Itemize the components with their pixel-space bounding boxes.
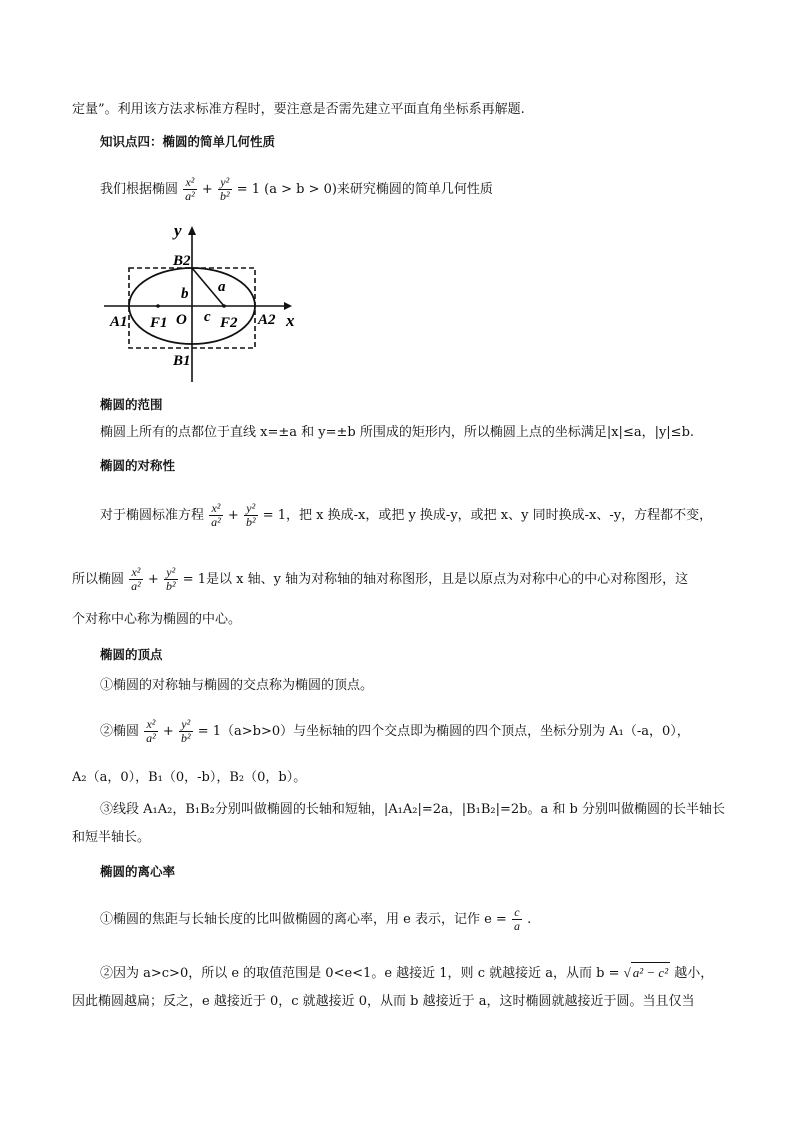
label-a1: A1 — [110, 314, 128, 330]
heading-range: 椭圆的范围 — [100, 397, 163, 412]
eccentricity-line-3: 因此椭圆越扁；反之，e 越接近于 0，c 就越接近 0，从而 b 越接近于 a，这时椭圆就越接近于圆。当且仅当 — [72, 994, 695, 1009]
fraction-c-a: $\frac{c}{a}$ — [513, 905, 520, 933]
vertices-line-5: 和短半轴长。 — [72, 830, 151, 845]
label-b1: B1 — [173, 353, 191, 369]
focus-f2-point — [222, 304, 226, 308]
heading-vertices: 椭圆的顶点 — [100, 647, 163, 662]
heading-eccentricity: 椭圆的离心率 — [100, 864, 176, 879]
label-f1: F1 — [150, 315, 168, 331]
symmetry-line-1: 对于椭圆标准方程 $\frac{\text{x²}}{\text{a²}}$ + $\frac{\text{y²}}{\text{b²}}$ = 1，把 x 换成-x，或把 y 换成-y，或把 x、y 同时换成-x、-y，方程都不变， — [100, 501, 713, 529]
fraction-y2-b2: $\frac{\text{y²}}{\text{b²}}$ — [219, 175, 230, 203]
fraction-x2-a2: $\frac{\text{x²}}{\text{a²}}$ — [185, 175, 195, 203]
fraction-y2-b2: $\frac{\text{y²}}{\text{b²}}$ — [245, 501, 256, 529]
intro-line: 我们根据椭圆 $\frac{\text{x²}}{\text{a²}}$ + $\frac{\text{y²}}{\text{b²}}$ = 1 (a > b > 0)来研究椭圆的简单几何性质 — [100, 175, 493, 203]
fraction-x2-a2: $\frac{\text{x²}}{\text{a²}}$ — [211, 501, 221, 529]
label-x: x — [286, 311, 295, 330]
fraction-y2-b2: $\frac{\text{y²}}{\text{b²}}$ — [180, 717, 191, 745]
label-f2: F2 — [220, 315, 238, 331]
section-heading-4: 知识点四：椭圆的简单几何性质 — [100, 134, 276, 149]
label-a: a — [218, 279, 226, 295]
vertices-line-4: ③线段 A₁A₂，B₁B₂分别叫做椭圆的长轴和短轴，|A₁A₂|=2a，|B₁B₂|=2b。a 和 b 分别叫做椭圆的长半轴长 — [100, 802, 725, 817]
x-axis-arrow-icon — [284, 302, 292, 310]
label-c: c — [204, 309, 211, 325]
fraction-x2-a2: $\frac{\text{x²}}{\text{a²}}$ — [131, 565, 141, 593]
vertices-line-2: ②椭圆 $\frac{\text{x²}}{\text{a²}}$ + $\frac{\text{y²}}{\text{b²}}$ = 1（a>b>0）与坐标轴的四个交点即为椭圆的四个顶点，坐标分别为 A₁（-a，0）， — [100, 717, 690, 745]
sqrt-expression: a² − c² — [631, 962, 670, 983]
paragraph-range: 椭圆上所有的点都位于直线 x=±a 和 y=±b 所围成的矩形内，所以椭圆上点的坐标满足|x|≤a，|y|≤b. — [100, 425, 695, 440]
eccentricity-line-2: ②因为 a>c>0，所以 e 的取值范围是 0<e<1。e 越接近 1，则 c 就越接近 a，从而 b = √ a² − c² 越小， — [100, 962, 738, 984]
label-a2: A2 — [258, 312, 276, 328]
label-o: O — [176, 312, 187, 328]
y-axis-arrow-icon — [188, 226, 196, 235]
ellipse-diagram — [100, 218, 310, 388]
label-y: y — [174, 221, 182, 240]
sqrt-icon: √ — [623, 965, 631, 980]
intro-text-a: 我们根据椭圆 — [100, 182, 179, 197]
heading-symmetry: 椭圆的对称性 — [100, 458, 176, 473]
fraction-y2-b2: $\frac{\text{y²}}{\text{b²}}$ — [165, 565, 176, 593]
symmetry-line-3: 个对称中心称为椭圆的中心。 — [72, 612, 242, 627]
label-b: b — [181, 286, 189, 302]
paragraph-1: 定量”。利用该方法求标准方程时，要注意是否需先建立平面直角坐标系再解题. — [72, 102, 525, 117]
vertices-line-1: ①椭圆的对称轴与椭圆的交点称为椭圆的顶点。 — [100, 678, 374, 693]
fraction-x2-a2: $\frac{\text{x²}}{\text{a²}}$ — [146, 717, 156, 745]
intro-text-b: = 1 (a > b > 0)来研究椭圆的简单几何性质 — [236, 182, 493, 197]
vertices-line-3: A₂（a，0），B₁（0，-b），B₂（0，b）。 — [72, 770, 307, 785]
symmetry-line-2: 所以椭圆 $\frac{\text{x²}}{\text{a²}}$ + $\frac{\text{y²}}{\text{b²}}$ = 1是以 x 轴、y 轴为对称轴的轴对称图形，且是以原点为对称中心的中心对称图形，这 — [72, 565, 689, 593]
eccentricity-line-1: ①椭圆的焦距与长轴长度的比叫做椭圆的离心率，用 e 表示，记作 e = $\frac{c}{a}$ . — [100, 905, 532, 933]
focus-f1-point — [156, 304, 160, 308]
label-b2: B2 — [173, 253, 191, 269]
